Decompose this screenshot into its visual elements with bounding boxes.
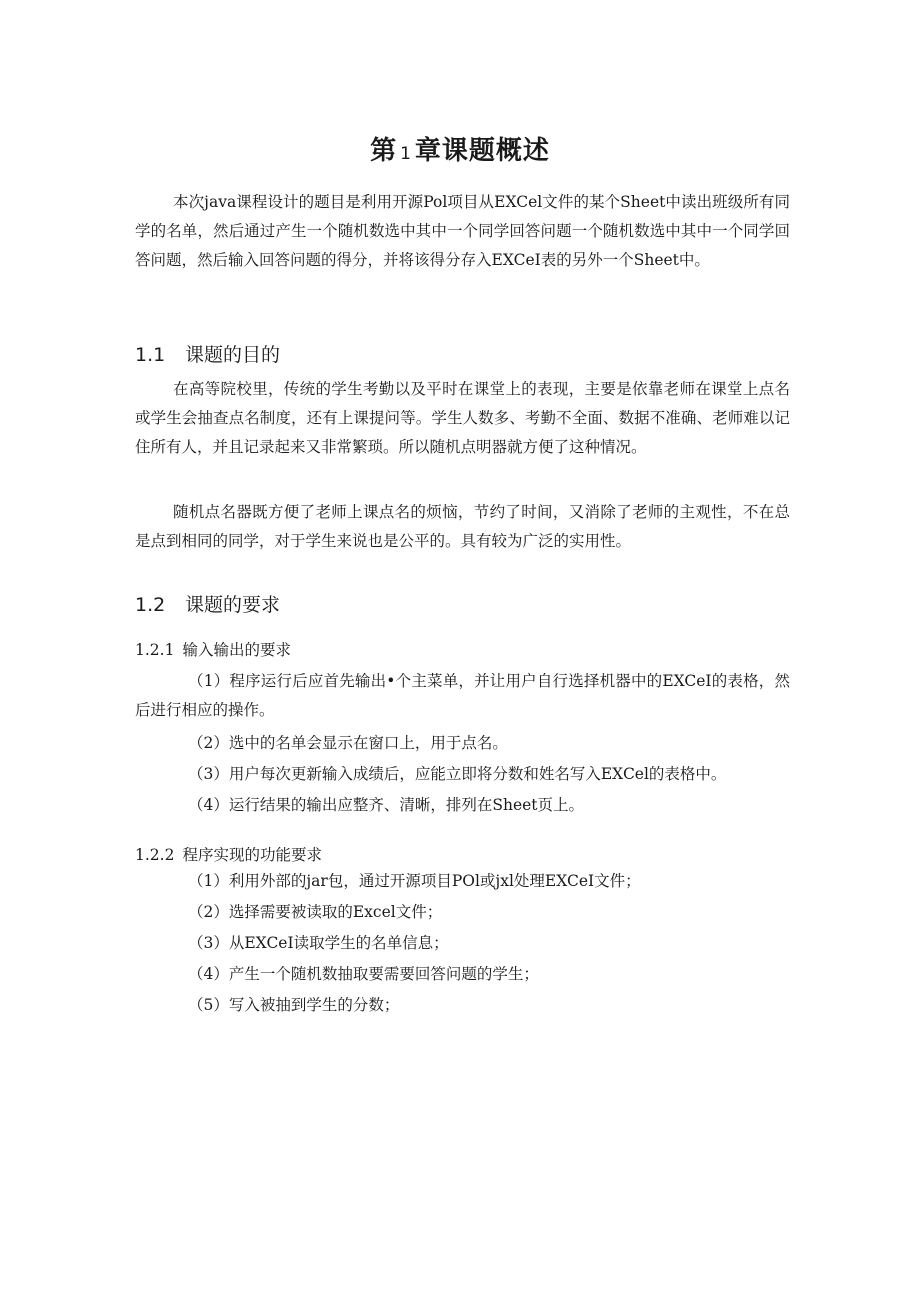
io-requirement-item: （1）程序运行后应首先输出•个主菜单，并让用户自行选择机器中的EXCeI的表格，然后进行相应的操作。 xyxy=(135,672,790,719)
subsection-number: 1.2.2 xyxy=(135,846,175,864)
function-requirement-item: （5）写入被抽到学生的分数； xyxy=(188,996,400,1014)
function-requirement-item: （2）选择需要被读取的Excel文件； xyxy=(188,903,443,921)
section-heading-1-1 xyxy=(135,340,280,367)
purpose-paragraph-1: 在高等院校里，传统的学生考勤以及平时在课堂上的表现，主要是依靠老师在课堂上点名或学生会抽查点名制度，还有上课提问等。学生人数多、考勤不全面、数据不准确、老师难以记住所有人，并且记录起来又非常繁琐。所以随机点明器就方便了这种情况。 xyxy=(135,380,790,456)
io-requirement-item: （3）用户每次更新输入成绩后，应能立即将分数和姓名写入EXCel的表格中。 xyxy=(188,765,727,783)
function-requirement-item: （4）产生一个随机数抽取要需要回答问题的学生； xyxy=(188,965,539,983)
io-requirement-item: （2）选中的名单会显示在窗口上，用于点名。 xyxy=(188,734,508,752)
subsection-heading-1-2-1 xyxy=(135,638,291,660)
purpose-paragraph-2: 随机点名器既方便了老师上课点名的烦恼，节约了时间，又消除了老师的主观性，不在总是点到相同的同学，对于学生来说也是公平的。具有较为广泛的实用性。 xyxy=(135,503,790,550)
chapter-number: 1 xyxy=(400,144,412,164)
chapter-title xyxy=(0,130,920,167)
section-number: 1.2 xyxy=(135,594,166,616)
subsection-number: 1.2.1 xyxy=(135,641,175,659)
function-requirement-item: （1）利用外部的jar包，通过开源项目POl或jxl处理EXCeI文件； xyxy=(188,872,641,890)
section-title: 课题的目的 xyxy=(185,344,281,366)
chapter-title-text: 章课题概述 xyxy=(414,136,550,166)
chapter-prefix: 第 xyxy=(370,136,398,166)
subsection-title: 输入输出的要求 xyxy=(182,641,291,659)
function-requirement-item: （3）从EXCeI读取学生的名单信息； xyxy=(188,934,449,952)
subsection-title: 程序实现的功能要求 xyxy=(182,846,322,864)
subsection-heading-1-2-2 xyxy=(135,843,322,865)
section-number: 1.1 xyxy=(135,344,166,366)
intro-paragraph: 本次java课程设计的题目是利用开源Pol项目从EXCel文件的某个Sheet中读出班级所有同学的名单，然后通过产生一个随机数选中其中一个同学回答问题一个随机数选中其中一个同学回答问题，然后输入回答问题的得分，并将该得分存入EXCeI表的另外一个Sheet中。 xyxy=(135,193,790,269)
section-title: 课题的要求 xyxy=(185,594,281,616)
section-heading-1-2 xyxy=(135,590,280,617)
io-requirement-item: （4）运行结果的输出应整齐、清晰，排列在Sheet页上。 xyxy=(188,796,585,814)
